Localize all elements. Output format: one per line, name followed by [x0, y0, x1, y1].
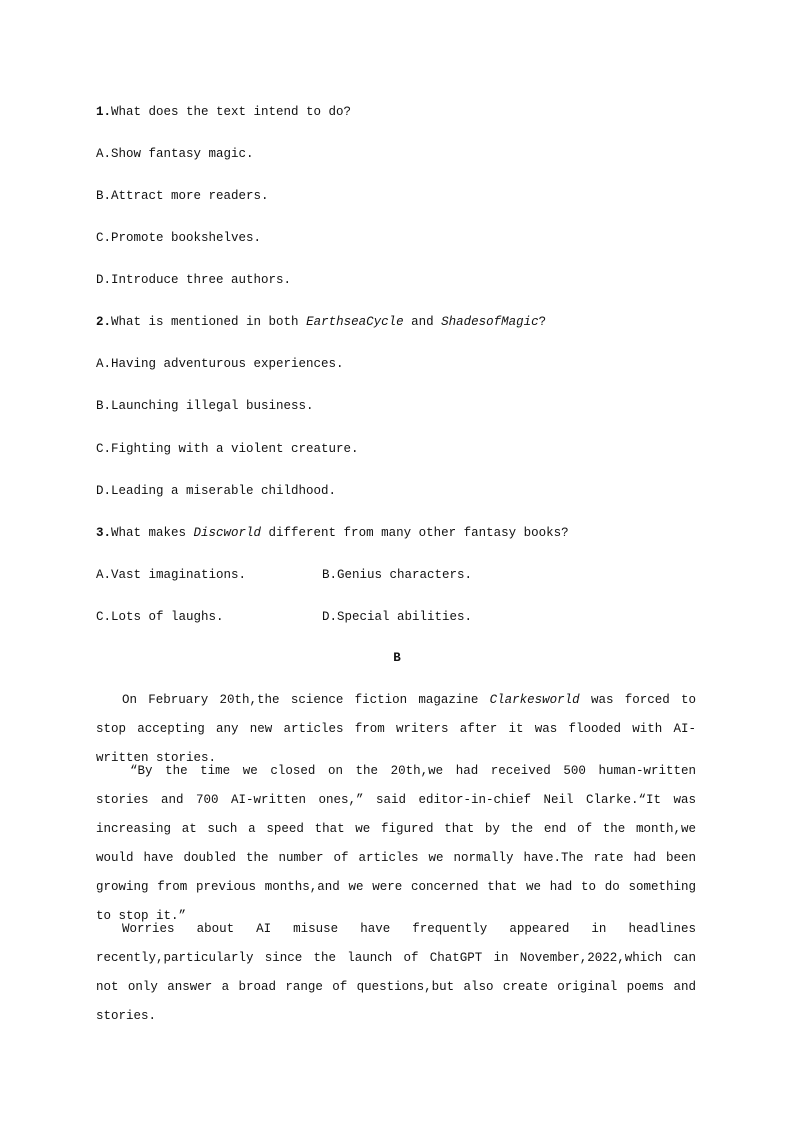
question-2-stem-mid: and [403, 315, 442, 329]
question-3-option-d: D.Special abilities. [322, 610, 473, 624]
section-b-paragraph-2: “By the time we closed on the 20th,we had received 500 human-written stories and 700 AI-written ones,” said editor-in-chief Neil Clarke.“It was increasing at such a speed that we figured that by the end of the month,we would have doubled the number of articles we normally have.The rate had been growing from previous months,and we were concerned that we had to do something to stop it.” [96, 764, 696, 923]
question-3-options-row-1 [96, 567, 696, 583]
question-3-number: 3. [96, 526, 112, 540]
question-1-option-d: D.Introduce three authors. [96, 273, 292, 287]
question-1 [96, 104, 351, 120]
question-1-number: 1. [96, 105, 112, 119]
question-2-option-a: A.Having adventurous experiences. [96, 357, 344, 371]
question-2-option-c: C.Fighting with a violent creature. [96, 442, 359, 456]
question-2-option-b: B.Launching illegal business. [96, 399, 314, 413]
question-2-option-d: D.Leading a miserable childhood. [96, 484, 337, 498]
section-b-title: B [393, 651, 401, 665]
book-title-shades: ShadesofMagic [441, 315, 539, 329]
question-3-option-c: C.Lots of laughs. [96, 610, 224, 624]
paragraph-1-text-post: was forced to stop accepting any new articles from writers after it was flooded with AI-written stories. [96, 693, 696, 765]
paragraph-1-text-pre: On February 20th,the science fiction magazine [122, 693, 490, 707]
question-1-option-b: B.Attract more readers. [96, 189, 269, 203]
question-1-option-a: A.Show fantasy magic. [96, 147, 254, 161]
question-1-option-c: C.Promote bookshelves. [96, 231, 262, 245]
question-2-number: 2. [96, 315, 112, 329]
question-3-option-b: B.Genius characters. [322, 568, 473, 582]
question-3-options-row-2 [96, 609, 696, 625]
section-b-paragraph-3: Worries about AI misuse have frequently appeared in headlines recently,particularly since the launch of ChatGPT in November,2022,which can not only answer a broad range of questions,but also create original poems and stories. [96, 922, 696, 1023]
question-2-stem-pre: What is mentioned in both [111, 315, 307, 329]
magazine-title-clarkesworld: Clarkesworld [489, 693, 580, 707]
question-3-stem-post: different from many other fantasy books? [261, 526, 569, 540]
question-3 [96, 525, 569, 541]
question-2-stem-post: ? [538, 315, 547, 329]
question-1-stem: What does the text intend to do? [111, 105, 352, 119]
question-3-stem-pre: What makes [111, 526, 194, 540]
book-title-earthsea: EarthseaCycle [306, 315, 404, 329]
question-3-option-a: A.Vast imaginations. [96, 568, 247, 582]
book-title-discworld: Discworld [193, 526, 262, 540]
question-2 [96, 314, 546, 330]
